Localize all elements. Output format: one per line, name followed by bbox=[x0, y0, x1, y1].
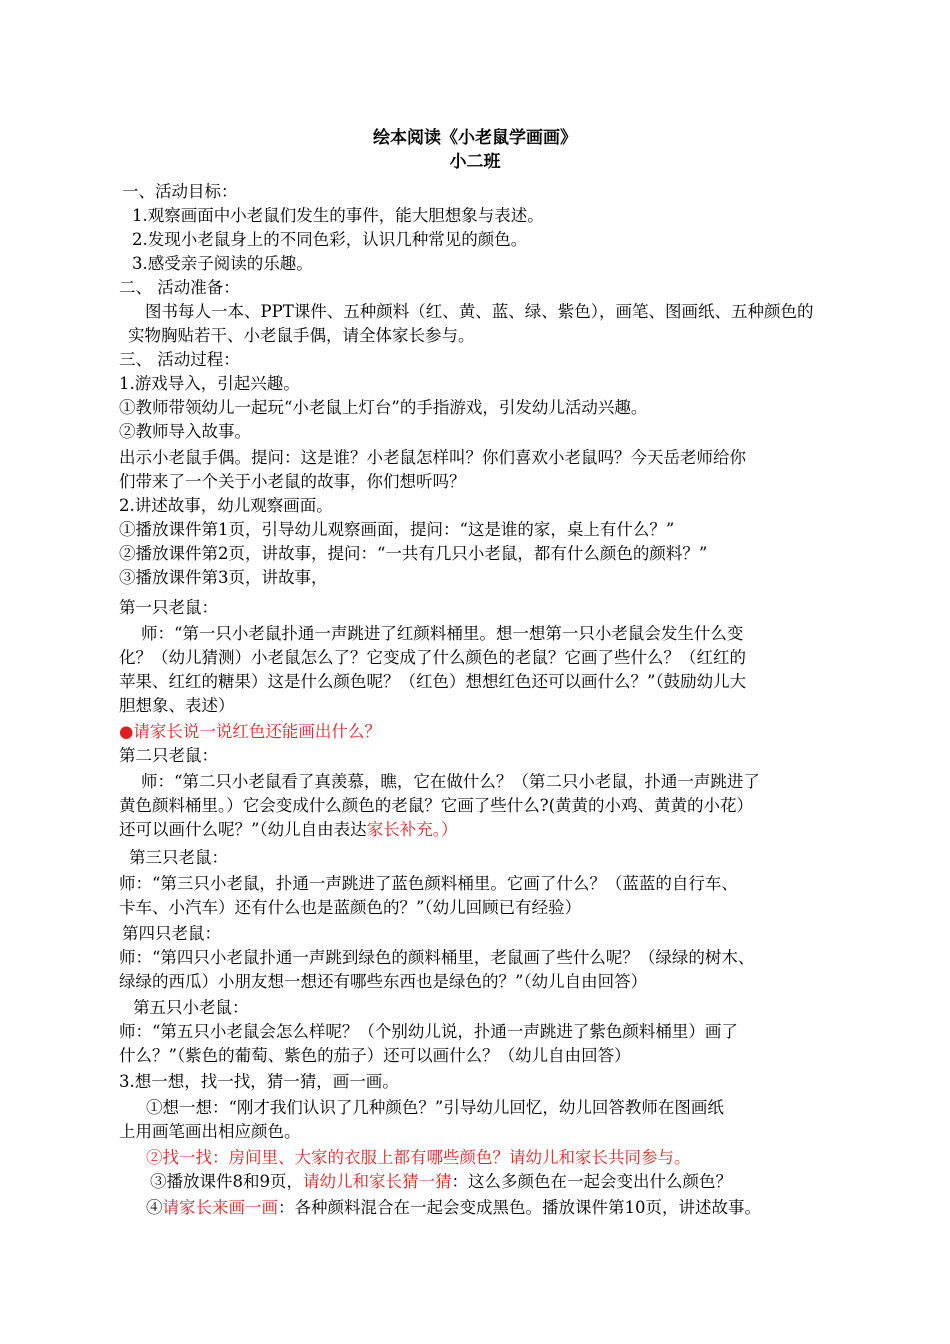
paragraph-line: 卡车、小汽车）还有什么也是蓝颜色的？”（幼儿回顾已有经验） bbox=[119, 898, 582, 917]
paragraph-line bbox=[146, 1196, 761, 1220]
paragraph-line: ②播放课件第2页，讲故事，提问：“一共有几只小老鼠，都有什么颜色的颜料？” bbox=[119, 544, 708, 563]
class-name: 小二班 bbox=[449, 152, 501, 172]
paragraph-line: 师：“第二只小老鼠看了真羡慕，瞧，它在做什么？（第二只小老鼠，扑通一声跳进了 bbox=[141, 772, 760, 791]
mouse-heading: 第一只老鼠： bbox=[119, 598, 218, 617]
parent-prompt: 请幼儿和家长猜一猜 bbox=[303, 1172, 452, 1191]
section-heading: 三、 活动过程： bbox=[119, 350, 240, 369]
mouse-heading: 第三只老鼠： bbox=[129, 848, 228, 867]
paragraph-line: 上用画笔画出相应颜色。 bbox=[119, 1122, 301, 1141]
paragraph-line: 师：“第四只小老鼠扑通一声跳到绿色的颜料桶里，老鼠画了些什么呢？（绿绿的树木、 bbox=[119, 948, 755, 967]
paragraph-line: ①想一想：“刚才我们认识了几种颜色？”引导幼儿回忆，幼儿回答教师在图画纸 bbox=[146, 1098, 724, 1117]
text-run: ：这么多颜色在一起会变出什么颜色？ bbox=[451, 1172, 732, 1191]
mouse-heading: 第二只老鼠： bbox=[119, 746, 218, 765]
paragraph-line: 师：“第三只小老鼠，扑通一声跳进了蓝色颜料桶里。它画了什么？（蓝蓝的自行车、 bbox=[119, 874, 738, 893]
paragraph-line: 们带来了一个关于小老鼠的故事，你们想听吗？ bbox=[119, 472, 466, 491]
step-heading: 2.讲述故事，幼儿观察画面。 bbox=[119, 496, 333, 515]
mouse-heading: 第四只老鼠： bbox=[122, 924, 221, 943]
step-heading: 1.游戏导入，引起兴趣。 bbox=[119, 374, 300, 393]
paragraph-line: ③播放课件第3页，讲故事， bbox=[119, 568, 328, 587]
paragraph-line: 绿绿的西瓜）小朋友想一想还有哪些东西也是绿色的？”（幼儿自由回答） bbox=[119, 972, 648, 991]
paragraph-line: 师：“第一只小老鼠扑通一声跳进了红颜料桶里。想一想第一只小老鼠会发生什么变 bbox=[141, 624, 744, 643]
paragraph-line bbox=[119, 818, 457, 842]
paragraph-line: 黄色颜料桶里。）它会变成什么颜色的老鼠？它画了些什么?(黄黄的小鸡、黄黄的小花） bbox=[119, 796, 754, 815]
goal-item: 1.观察画面中小老鼠们发生的事件，能大胆想象与表述。 bbox=[132, 206, 544, 225]
step-heading: 3.想一想，找一找，猜一猜，画一画。 bbox=[119, 1072, 399, 1091]
parent-prompt: 请家长来画一画 bbox=[162, 1198, 278, 1217]
goal-item: 3.感受亲子阅读的乐趣。 bbox=[132, 254, 313, 273]
paragraph-line: ①教师带领幼儿一起玩“小老鼠上灯台”的手指游戏，引发幼儿活动兴趣。 bbox=[119, 398, 648, 417]
mouse-heading: 第五只小老鼠： bbox=[133, 998, 249, 1017]
text-run: ③播放课件8和9页， bbox=[150, 1172, 303, 1191]
paragraph-line: 出示小老鼠手偶。提问：这是谁？小老鼠怎样叫？你们喜欢小老鼠吗？今天岳老师给你 bbox=[119, 448, 746, 467]
section-heading: 一、活动目标： bbox=[122, 182, 238, 201]
section-heading: 二、 活动准备： bbox=[119, 278, 240, 297]
paragraph-line: ②教师导入故事。 bbox=[119, 422, 251, 441]
text-run: 还可以画什么呢？”（幼儿自由表达 bbox=[119, 820, 367, 839]
parent-prompt: ②找一找：房间里、大家的衣服上都有哪些颜色？请幼儿和家长共同参与。 bbox=[146, 1148, 691, 1167]
text-run: ④ bbox=[146, 1198, 163, 1217]
text-run: ：各种颜料混合在一起会变成黑色。播放课件第10页，讲述故事。 bbox=[278, 1198, 761, 1217]
paragraph-line: 化？（幼儿猜测）小老鼠怎么了？它变成了什么颜色的老鼠？它画了些什么？（红红的 bbox=[119, 648, 746, 667]
paragraph-line bbox=[150, 1170, 732, 1194]
paragraph-line: 图书每人一本、PPT课件、五种颜料（红、黄、蓝、绿、紫色），画笔、图画纸、五种颜色的 bbox=[145, 302, 814, 321]
paragraph-line: 师：“第五只小老鼠会怎么样呢？（个别幼儿说，扑通一声跳进了紫色颜料桶里）画了 bbox=[119, 1022, 738, 1041]
paragraph-line: 实物胸贴若干、小老鼠手偶，请全体家长参与。 bbox=[128, 326, 475, 345]
paragraph-line: 胆想象、表述） bbox=[119, 696, 235, 715]
paragraph-line: ①播放课件第1页，引导幼儿观察画面，提问：“这是谁的家，桌上有什么？” bbox=[119, 520, 675, 539]
paragraph-line: 什么？”（紫色的葡萄、紫色的茄子）还可以画什么？（幼儿自由回答） bbox=[119, 1046, 631, 1065]
goal-item: 2.发现小老鼠身上的不同色彩，认识几种常见的颜色。 bbox=[132, 230, 528, 249]
parent-prompt: ●请家长说一说红色还能画出什么？ bbox=[119, 722, 381, 741]
document-title: 绘本阅读《小老鼠学画画》 bbox=[373, 128, 577, 148]
parent-prompt: 家长补充。） bbox=[366, 820, 458, 839]
paragraph-line: 苹果、红红的糖果）这是什么颜色呢？（红色）想想红色还可以画什么？”（鼓励幼儿大 bbox=[119, 672, 747, 691]
